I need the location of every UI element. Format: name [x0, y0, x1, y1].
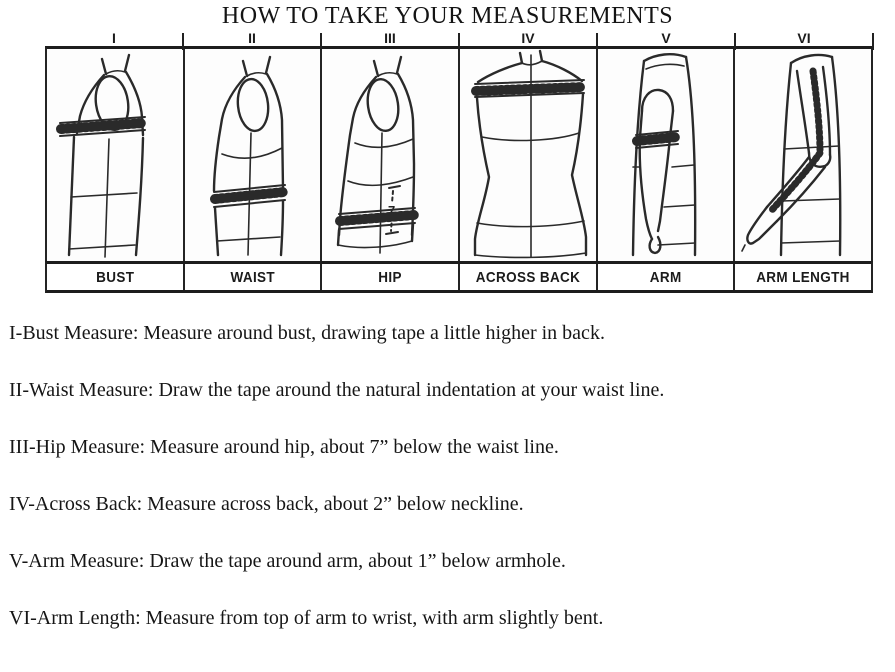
figure-cell-hip: [320, 49, 458, 261]
waist-tape-band: [214, 185, 285, 207]
column-numeral-2: II: [183, 30, 321, 46]
label-text: HIP: [378, 268, 402, 286]
column-numeral-1: I: [45, 30, 183, 46]
hip-figure-sketch: [322, 49, 458, 261]
instructions: [9, 322, 889, 664]
instruction-line-arm: V-Arm Measure: Draw the tape around arm, about 1” below armhole.: [9, 550, 566, 572]
arm-length-tape-line: [771, 71, 820, 211]
torso-and-bent-arm-outline: [742, 55, 840, 255]
column-numeral-6: VI: [735, 30, 873, 46]
hip-tape-band: [339, 208, 415, 229]
torso-outline: [214, 57, 283, 255]
column-label-hip: [320, 264, 458, 290]
label-text: ARM LENGTH: [756, 268, 850, 286]
instruction-line-waist: II-Waist Measure: Draw the tape around the natural indentation at your waist line.: [9, 379, 665, 401]
column-label-arm: [596, 264, 734, 290]
instruction-line-bust: I-Bust Measure: Measure around bust, drawing tape a little higher in back.: [9, 322, 605, 344]
figure-cell-across-back: [458, 49, 596, 261]
bust-figure-sketch: [47, 49, 183, 261]
instruction-line-arm-length: VI-Arm Length: Measure from top of arm to wrist, with arm slightly bent.: [9, 607, 604, 629]
across-back-tape-band: [475, 80, 584, 97]
column-label-arm-length: [733, 264, 871, 290]
column-numeral-3: III: [321, 30, 459, 46]
column-numeral-4: IV: [459, 30, 597, 46]
across-back-figure-sketch: [460, 49, 596, 261]
figure-cell-bust: [47, 49, 183, 261]
measurement-diagram: [45, 30, 873, 293]
page-title: HOW TO TAKE YOUR MEASUREMENTS: [221, 3, 674, 29]
arm-figure-sketch: [598, 49, 734, 261]
label-text: ARM: [649, 268, 682, 286]
instruction-line-hip: III-Hip Measure: Measure around hip, about 7” below the waist line.: [9, 436, 559, 458]
arm-tape-band: [636, 131, 678, 148]
label-text: ACROSS BACK: [475, 268, 581, 286]
figure-row: [45, 46, 873, 261]
figure-cell-arm: [596, 49, 734, 261]
torso-outline: [69, 55, 143, 257]
numeral-row: [45, 30, 873, 46]
column-label-across-back: [458, 264, 596, 290]
seven-inch-label: 7: [388, 203, 396, 218]
figure-cell-waist: [183, 49, 321, 261]
bust-tape-band: [60, 117, 145, 136]
column-numeral-5: V: [597, 30, 735, 46]
torso-and-arm-outline: [633, 54, 695, 255]
waist-figure-sketch: [185, 49, 321, 261]
label-text: WAIST: [230, 268, 275, 286]
instruction-line-across-back: IV-Across Back: Measure across back, about 2” below neckline.: [9, 493, 524, 515]
column-label-waist: [183, 264, 321, 290]
arm-length-figure-sketch: [735, 49, 871, 261]
label-text: BUST: [95, 268, 134, 286]
figure-cell-arm-length: [733, 49, 871, 261]
label-row: [45, 261, 873, 293]
column-label-bust: [47, 264, 183, 290]
